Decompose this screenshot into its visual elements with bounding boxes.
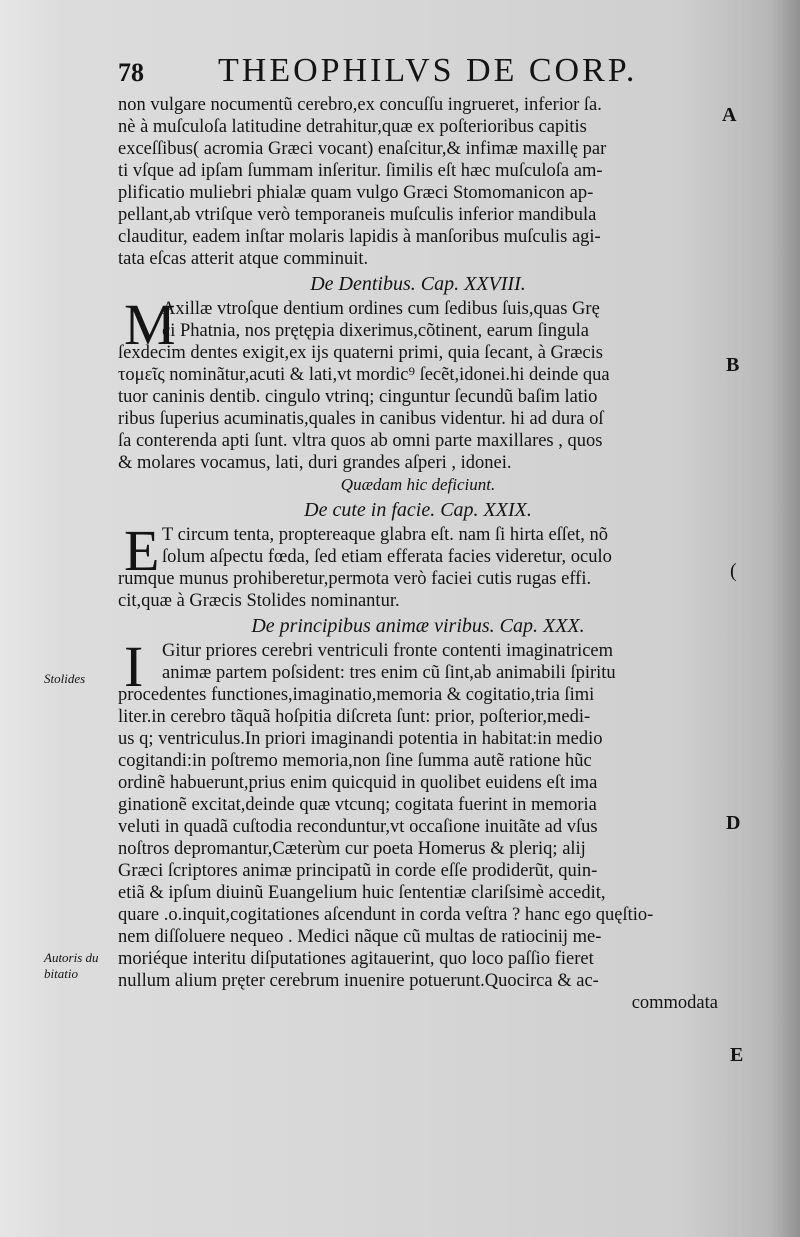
text-line: exceſſibus( acromia Græci vocant) enaſcitur,& infimæ maxillę par bbox=[118, 139, 607, 159]
text-line: ti vſque ad ipſam ſummam inſeritur. ſimilis eſt hæc muſculoſa am- bbox=[118, 161, 603, 181]
text-line: ordinẽ habuerunt,prius enim quicquid in quolibet euidens eſt ima bbox=[118, 773, 598, 793]
text-line: tuor caninis dentib. cingulo vtrinq; cinguntur ſecundũ baſim latio bbox=[118, 387, 598, 407]
chapter-heading-de-cute: De cute in facie. Cap. XXIX. bbox=[304, 499, 532, 521]
main-text bbox=[118, 94, 718, 1014]
margin-note-line: bitatio bbox=[44, 966, 78, 981]
margin-letter-a: A bbox=[722, 104, 737, 126]
text-line: ribus ſuperius acuminatis,quales in canibus videntur. hi ad dura oſ bbox=[118, 409, 604, 429]
text-line: plificatio muliebri phialæ quam vulgo Græci Stomomanicon ap- bbox=[118, 183, 594, 203]
bleed-through-text bbox=[220, 0, 640, 24]
text-line: nem diſſoluere nequeo . Medici nãque cũ multas de ratiocinij me- bbox=[118, 927, 602, 947]
paragraph-de-cute bbox=[118, 518, 718, 612]
text-line: noſtros depromantur,Cæterùm cur poeta Homerus & pleriq; alij bbox=[118, 839, 586, 859]
text-line: ſolum aſpectu fœda, ſed etiam efferata facies videretur, oculo bbox=[162, 547, 612, 567]
running-title: THEOPHILVS DE CORP. bbox=[218, 52, 638, 89]
text-line: moriéque interitu diſputationes agitauerint, quo loco paſſio fieret bbox=[118, 949, 594, 969]
text-line: animæ partem poſsident: tres enim cũ ſint,ab animabili ſpiritu bbox=[162, 663, 616, 683]
text-line: pellant,ab vtriſque verò temporaneis muſculis inferior mandibula bbox=[118, 205, 597, 225]
text-line: T circum tenta, proptereaque glabra eſt. nam ſi hirta eſſet, nõ bbox=[162, 525, 609, 545]
paragraph-de-dentibus bbox=[118, 292, 718, 474]
text-line: tata eſcas atterit atque comminuit. bbox=[118, 249, 369, 269]
text-line: etiã & ipſum diuinũ Euangelium huic ſententiæ clariſsimè accedit, bbox=[118, 883, 606, 903]
text-line: cogitandi:in poſtremo memoria,non ſine ſumma autẽ ratione hũc bbox=[118, 751, 592, 771]
text-line: Gitur priores cerebri ventriculi fronte contenti imaginatricem bbox=[162, 641, 614, 661]
text-line: nullum alium pręter cerebrum inuenire potuerunt.Quocirca & ac- bbox=[118, 971, 599, 991]
drop-cap: I bbox=[124, 634, 144, 699]
margin-letter-d: D bbox=[726, 812, 741, 834]
drop-cap: E bbox=[124, 518, 160, 583]
text-line: Græci ſcriptores animæ principatũ in corde eſſe prodiderũt, quin- bbox=[118, 861, 598, 881]
margin-letter-b: B bbox=[726, 354, 740, 376]
text-line: ginationẽ excitat,deinde quæ vtcunq; cogitata fuerint in memoria bbox=[118, 795, 597, 815]
text-line: τομεῖς nominãtur,acuti & lati,vt mordic⁹ ſecẽt,idonei.hi deinde qua bbox=[118, 365, 610, 385]
drop-cap: M bbox=[124, 292, 176, 357]
page-number: 78 bbox=[118, 58, 144, 87]
text-line: rumque munus prohiberetur,permota verò faciei cutis rugas effi. bbox=[118, 569, 592, 589]
text-line: ſa conterenda apti ſunt. vltra quos ab omni parte maxillares , quos bbox=[118, 431, 603, 451]
text-line: veluti in quadã cuſtodia reconduntur,vt occaſione inuitãte ad vſus bbox=[118, 817, 598, 837]
text-line: ci Phatnia, nos prętępia dixerimus,cõtinent, earum ſingula bbox=[162, 321, 589, 341]
gutter-shadow bbox=[770, 0, 800, 1237]
text-line: Axillæ vtroſque dentium ordines cum ſedibus ſuis,quas Grę bbox=[162, 299, 600, 319]
chapter-heading-de-principibus: De principibus animæ viribus. Cap. XXX. bbox=[251, 615, 585, 637]
margin-letter-e: E bbox=[730, 1044, 744, 1066]
text-line: & molares vocamus, lati, duri grandes aſperi , idonei. bbox=[118, 453, 512, 473]
running-head bbox=[118, 52, 678, 92]
text-line: clauditur, eadem inſtar molaris lapidis à manſoribus muſculis agi- bbox=[118, 227, 601, 247]
paragraph-continuation bbox=[118, 94, 718, 270]
catchword: commodata bbox=[631, 993, 718, 1013]
chapter-heading-de-dentibus: De Dentibus. Cap. XXVIII. bbox=[310, 273, 526, 295]
lacuna-note: Quædam hic deficiunt. bbox=[340, 475, 496, 494]
margin-note-stolides: Stolides bbox=[44, 671, 86, 686]
text-line: nè à muſculoſa latitudine detrahitur,quæ ex poſterioribus capitis bbox=[118, 117, 587, 137]
text-line: ſexdecim dentes exigit,ex ijs quaterni primi, quia ſecant, à Græcis bbox=[118, 343, 603, 363]
text-line: quare .o.inquit,cogitationes aſcendunt in corda veſtra ? hanc ego quęſtio- bbox=[118, 905, 654, 925]
text-line: non vulgare nocumentũ cerebro,ex concuſſu ingrueret, inferior ſa. bbox=[118, 95, 602, 115]
margin-mark: ( bbox=[730, 560, 737, 582]
text-line: cit,quæ à Græcis Stolides nominantur. bbox=[118, 591, 400, 611]
text-line: us q; ventriculus.In priori imaginandi potentia in habitat:in medio bbox=[118, 729, 603, 749]
paragraph-de-principibus bbox=[118, 634, 718, 1014]
text-line: liter.in cerebro tãquã hoſpitia diſcreta ſunt: prior, poſterior,medi- bbox=[118, 707, 591, 727]
text-line: procedentes functiones,imaginatio,memoria & cogitatio,tria ſimi bbox=[118, 685, 595, 705]
margin-note-line: Autoris du bbox=[44, 950, 99, 965]
margin-note-authoris bbox=[44, 950, 99, 982]
